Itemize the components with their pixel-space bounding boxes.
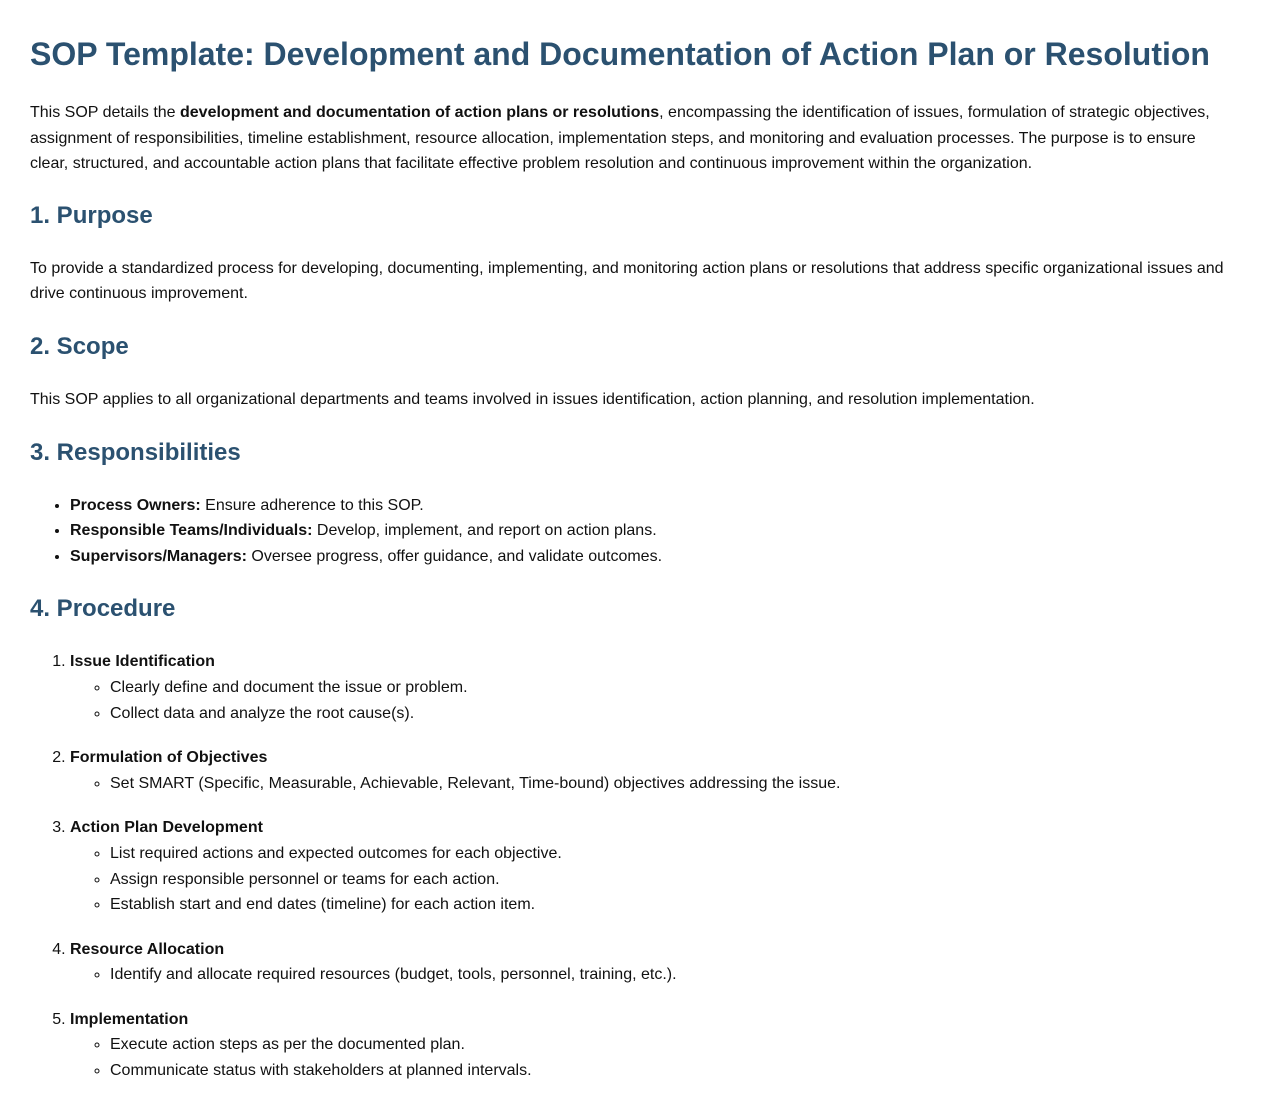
- step-sublist: [70, 962, 1233, 988]
- section-heading-scope: 2. Scope: [30, 332, 129, 360]
- section-heading-purpose: 1. Purpose: [30, 201, 153, 229]
- role-text: Develop, implement, and report on action plans.: [312, 522, 657, 540]
- step-title: Resource Allocation: [70, 940, 225, 958]
- procedure-list: [30, 649, 1233, 1083]
- procedure-step: [70, 815, 1233, 917]
- role-label: Process Owners:: [70, 496, 201, 514]
- procedure-step: [70, 937, 1233, 988]
- list-item: ◦ Execute action steps as per the documented plan.: [110, 1032, 1233, 1058]
- intro-text-bold: development and documentation of action plans or resolutions: [180, 104, 660, 121]
- intro-text-after: , encompassing the identification of issues, formulation of strategic objectives, assignment of responsibilities, timeline establishment, resource allocation, implementation steps, and monitoring and evaluation processes. The purpose is to ensure clear, structured, and accountable action plans that facilitate effective problem resolution and continuous improvement within the organization.: [30, 104, 1210, 173]
- page-title: SOP Template: Development and Documentation of Action Plan or Resolution: [30, 36, 1210, 72]
- list-item: ◦ Communicate status with stakeholders at planned intervals.: [110, 1058, 1233, 1084]
- role-text: Oversee progress, offer guidance, and validate outcomes.: [246, 547, 663, 565]
- step-sublist: [70, 771, 1233, 797]
- section-heading-responsibilities: 3. Responsibilities: [30, 438, 241, 466]
- role-label: Supervisors/Managers:: [70, 547, 247, 565]
- step-title: Implementation: [70, 1010, 189, 1028]
- list-item: [70, 518, 1233, 544]
- step-title: Issue Identification: [70, 653, 215, 671]
- list-item: [70, 493, 1233, 519]
- document: [0, 34, 1263, 1084]
- role-text: Ensure adherence to this SOP.: [200, 496, 424, 514]
- step-sublist: [70, 841, 1233, 918]
- step-title: Action Plan Development: [70, 819, 263, 837]
- step-sublist: [70, 675, 1233, 726]
- step-sublist: [70, 1032, 1233, 1083]
- list-item: ◦ Establish start and end dates (timeline) for each action item.: [110, 892, 1233, 918]
- step-title: Formulation of Objectives: [70, 749, 268, 767]
- procedure-step: [70, 1007, 1233, 1084]
- list-item: ◦ Set SMART (Specific, Measurable, Achievable, Relevant, Time-bound) objectives addressing the issue.: [110, 771, 1233, 797]
- purpose-text: To provide a standardized process for developing, documenting, implementing, and monitoring action plans or resolutions that address specific organizational issues and drive continuous improvement.: [30, 259, 1224, 303]
- intro-text-before: This SOP details the: [30, 104, 180, 121]
- list-item: ◦ List required actions and expected outcomes for each objective.: [110, 841, 1233, 867]
- scope-text: This SOP applies to all organizational departments and teams involved in issues identification, action planning, and resolution implementation.: [30, 390, 1035, 408]
- intro-paragraph: [30, 100, 1233, 177]
- list-item: ◦ Collect data and analyze the root cause(s).: [110, 701, 1233, 727]
- procedure-step: [70, 745, 1233, 796]
- responsibilities-list: [30, 493, 1233, 570]
- list-item: [70, 544, 1233, 570]
- role-label: Responsible Teams/Individuals:: [70, 522, 313, 540]
- list-item: ◦ Assign responsible personnel or teams for each action.: [110, 867, 1233, 893]
- list-item: ◦ Clearly define and document the issue or problem.: [110, 675, 1233, 701]
- list-item: ◦ Identify and allocate required resources (budget, tools, personnel, training, etc.).: [110, 962, 1233, 988]
- procedure-step: [70, 649, 1233, 726]
- section-heading-procedure: 4. Procedure: [30, 595, 176, 623]
